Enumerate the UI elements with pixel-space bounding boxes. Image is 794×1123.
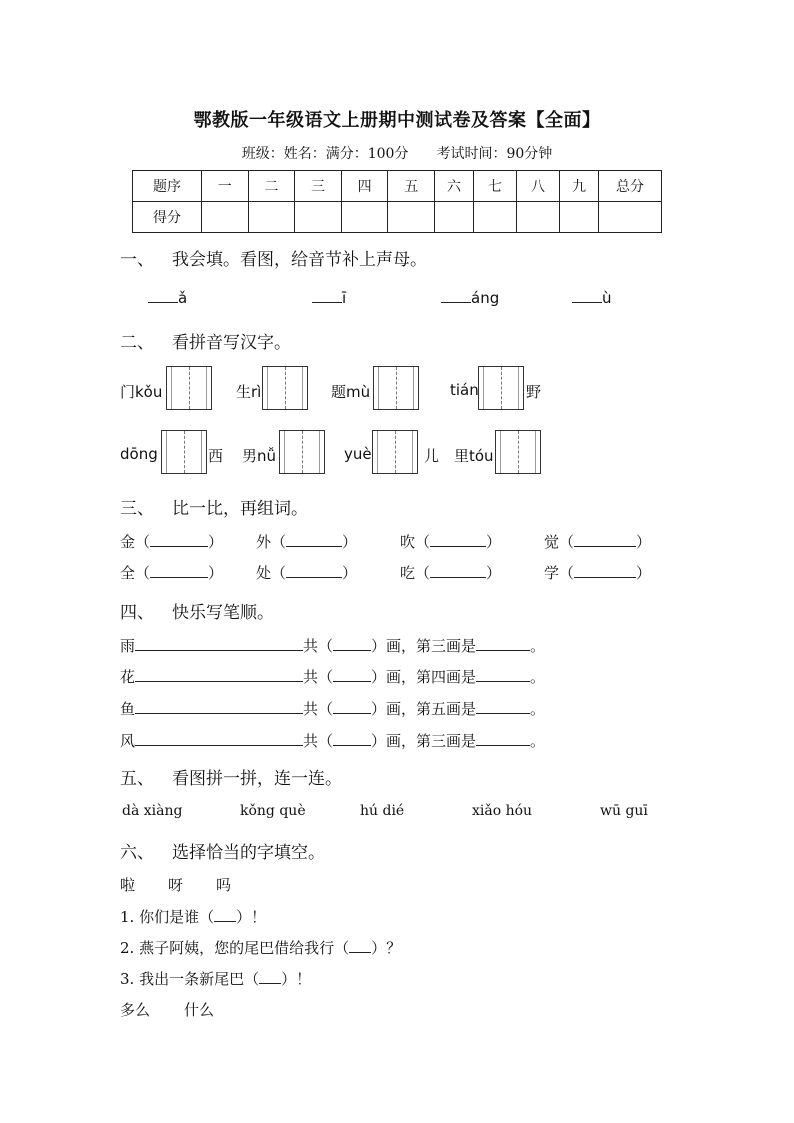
section-text: 看图拼一拼，连一连。: [172, 769, 342, 789]
pinyin-prompt: 生rì: [236, 383, 262, 401]
fill-sentence[interactable]: 1. 你们是谁（ ）！: [120, 908, 267, 926]
score-cell[interactable]: [341, 202, 388, 233]
header-cell: 二: [248, 171, 295, 202]
score-cell[interactable]: [295, 202, 342, 233]
pinyin-blank-1[interactable]: [148, 288, 187, 307]
word-blank[interactable]: 吃（ ）: [400, 564, 502, 582]
pinyin-word: dà xiàng: [122, 803, 183, 819]
word-blank[interactable]: 金（ ）: [120, 533, 224, 551]
fill-sentence[interactable]: 2. 燕子阿姨，您的尾巴借给我行（ ）？: [120, 939, 402, 957]
pinyin-final: áng: [471, 289, 500, 307]
section-number: 六、: [120, 843, 154, 863]
score-cell[interactable]: [599, 202, 662, 233]
score-table: [132, 170, 662, 233]
writing-grid[interactable]: [372, 430, 418, 474]
word-blank[interactable]: 吹（ ）: [400, 533, 502, 551]
section-5-heading: [120, 764, 342, 789]
section-3-heading: [120, 494, 308, 519]
score-cell[interactable]: [388, 202, 435, 233]
section-number: 四、: [120, 603, 154, 623]
word-blank[interactable]: 外（ ）: [256, 533, 358, 551]
pinyin-final: ī: [342, 289, 347, 307]
writing-grid[interactable]: [373, 366, 419, 410]
score-table-header-row: [133, 171, 662, 202]
pinyin-blank-4[interactable]: [572, 288, 612, 307]
section-number: 一、: [120, 250, 154, 270]
score-cell[interactable]: [435, 202, 474, 233]
score-cell[interactable]: [248, 202, 295, 233]
row-label-cell: 得分: [133, 202, 202, 233]
word-option: 什么: [184, 1001, 215, 1019]
word-option: 吗: [216, 876, 232, 894]
writing-grid[interactable]: [262, 366, 308, 410]
word-option: 啦: [120, 876, 136, 894]
word-blank[interactable]: 学（ ）: [544, 564, 652, 582]
section-text: 选择恰当的字填空。: [172, 843, 325, 863]
stroke-order-row[interactable]: 雨 共（ ）画，第三画是 。: [120, 637, 546, 655]
pinyin-word: wū guī: [600, 803, 648, 819]
score-cell[interactable]: [560, 202, 599, 233]
header-cell: 一: [202, 171, 249, 202]
section-1-heading: [120, 245, 427, 270]
section-number: 五、: [120, 769, 154, 789]
header-cell: 四: [341, 171, 388, 202]
word-option: 多么: [120, 1001, 151, 1019]
score-cell[interactable]: [517, 202, 560, 233]
section-text: 我会填。看图，给音节补上声母。: [172, 250, 427, 270]
score-table-score-row: [133, 202, 662, 233]
section-number: 三、: [120, 499, 154, 519]
section-text: 看拼音写汉字。: [172, 333, 291, 353]
pinyin-final: ǎ: [178, 289, 188, 307]
writing-grid[interactable]: [495, 430, 541, 474]
stroke-order-row[interactable]: 花 共（ ）画，第四画是 。: [120, 668, 546, 686]
word-blank[interactable]: 觉（ ）: [544, 533, 652, 551]
pinyin-word: xiǎo hóu: [472, 803, 533, 819]
word-blank[interactable]: 全（ ）: [120, 564, 224, 582]
pinyin-blank-2[interactable]: [312, 288, 346, 307]
pinyin-blank-3[interactable]: [441, 288, 499, 307]
char-suffix: 儿: [424, 447, 440, 465]
char-suffix: 野: [526, 383, 542, 401]
pinyin-final: ù: [602, 289, 612, 307]
section-text: 比一比，再组词。: [172, 499, 308, 519]
pinyin-word: hú dié: [360, 803, 405, 819]
header-cell: 七: [474, 171, 517, 202]
pinyin-prompt: yuè: [344, 445, 372, 463]
exam-info: 班级：姓名：满分：100分 考试时间：90分钟: [241, 146, 553, 162]
writing-grid[interactable]: [478, 366, 524, 410]
pinyin-prompt: dōng: [120, 445, 158, 463]
header-cell: 题序: [133, 171, 202, 202]
header-cell: 五: [388, 171, 435, 202]
page-title: 鄂教版一年级语文上册期中测试卷及答案【全面】: [193, 110, 601, 131]
pinyin-prompt: 男nǚ: [242, 447, 277, 465]
pinyin-prompt: 里tóu: [454, 447, 494, 465]
stroke-order-row[interactable]: 风 共（ ）画，第三画是 。: [120, 732, 546, 750]
pinyin-word: kǒng què: [240, 803, 306, 819]
section-6-heading: [120, 838, 325, 863]
section-number: 二、: [120, 333, 154, 353]
word-option: 呀: [168, 876, 184, 894]
section-text: 快乐写笔顺。: [172, 603, 274, 623]
writing-grid[interactable]: [166, 366, 212, 410]
fill-sentence[interactable]: 3. 我出一条新尾巴（ ）！: [120, 970, 312, 988]
section-4-heading: [120, 598, 274, 623]
header-cell: 三: [295, 171, 342, 202]
writing-grid[interactable]: [279, 430, 325, 474]
header-cell: 八: [517, 171, 560, 202]
pinyin-prompt: tián: [450, 381, 479, 399]
header-cell: 总分: [599, 171, 662, 202]
section-2-heading: [120, 328, 291, 353]
pinyin-prompt: 门kǒu: [120, 383, 163, 401]
word-blank[interactable]: 处（ ）: [256, 564, 358, 582]
stroke-order-row[interactable]: 鱼 共（ ）画，第五画是 。: [120, 700, 546, 718]
score-cell[interactable]: [202, 202, 249, 233]
score-cell[interactable]: [474, 202, 517, 233]
header-cell: 九: [560, 171, 599, 202]
char-suffix: 西: [208, 447, 224, 465]
header-cell: 六: [435, 171, 474, 202]
writing-grid[interactable]: [161, 430, 207, 474]
pinyin-prompt: 题mù: [331, 383, 371, 401]
